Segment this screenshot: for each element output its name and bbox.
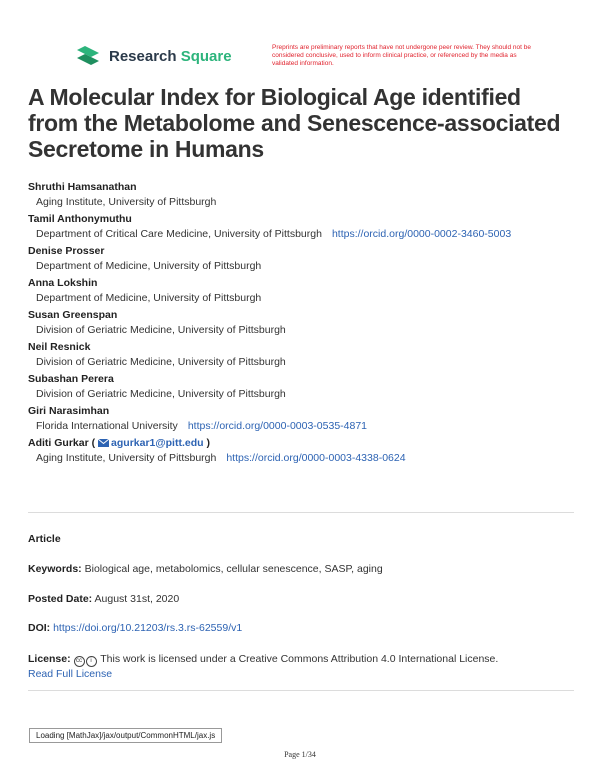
author-affiliation: Florida International University https://orcid.org/0000-0003-0535-4871 [36, 420, 368, 432]
orcid-link[interactable]: https://orcid.org/0000-0003-0535-4871 [187, 420, 368, 432]
author-entry [28, 212, 588, 244]
author-affiliation: Aging Institute, University of Pittsburgh https://orcid.org/0000-0003-4338-0624 [36, 452, 406, 464]
email-link[interactable]: agurkar1@pitt.edu [98, 437, 204, 449]
by-icon: i [86, 656, 97, 667]
divider [28, 512, 574, 513]
author-name: Shruthi Hamsanathan [28, 181, 137, 193]
doi-line: DOI: https://doi.org/10.21203/rs.3.rs-62559/v1 [28, 622, 243, 634]
author-affiliation: Division of Geriatric Medicine, University of Pittsburgh [36, 388, 286, 400]
author-name: Giri Narasimhan [28, 405, 110, 417]
preprint-disclaimer: Preprints are preliminary reports that have not undergone peer review. They should not be considered conclusive, used to inform clinical practice, or referenced by the media as validated information. [272, 44, 531, 67]
orcid-link[interactable]: https://orcid.org/0000-0002-3460-5003 [331, 228, 512, 240]
author-entry [28, 404, 588, 436]
license-line: License: cc i This work is licensed under a Creative Commons Attribution 4.0 International License. Read Full License [28, 653, 499, 680]
author-entry [28, 180, 588, 212]
author-name: Denise Prosser [28, 245, 105, 257]
posted-date-line: Posted Date: August 31st, 2020 [28, 593, 180, 605]
author-affiliation: Department of Medicine, University of Pittsburgh [36, 260, 262, 272]
author-list [28, 180, 588, 468]
author-entry [28, 372, 588, 404]
cc-icon: cc [74, 656, 85, 667]
author-entry [28, 244, 588, 276]
mathjax-status: Loading [MathJax]/jax/output/CommonHTML/jax.js [29, 728, 222, 743]
keywords-line: Keywords: Biological age, metabolomics, cellular senescence, SASP, aging [28, 563, 383, 575]
article-type: Article [28, 533, 61, 545]
logo-text: Research Square [109, 47, 232, 65]
corresponding-author-name: Aditi Gurkar ( agurkar1@pitt.edu ) [28, 437, 210, 449]
author-name: Tamil Anthonymuthu [28, 213, 132, 225]
author-name: Anna Lokshin [28, 277, 98, 289]
research-square-logo[interactable] [75, 44, 232, 68]
page-number: Page 1/34 [284, 750, 316, 759]
author-name: Susan Greenspan [28, 309, 118, 321]
corresponding-author-entry [28, 436, 588, 468]
research-square-logo-icon [75, 44, 101, 68]
author-affiliation: Department of Critical Care Medicine, University of Pittsburgh https://orcid.org/0000-0002-3460-5003 [36, 228, 512, 240]
orcid-link[interactable]: https://orcid.org/0000-0003-4338-0624 [226, 452, 406, 464]
divider [28, 690, 574, 691]
author-affiliation: Division of Geriatric Medicine, University of Pittsburgh [36, 356, 286, 368]
author-name: Neil Resnick [28, 341, 91, 353]
author-entry [28, 340, 588, 372]
paper-title: A Molecular Index for Biological Age identified from the Metabolome and Senescence-associated Secretome in Humans [28, 84, 561, 162]
author-affiliation: Division of Geriatric Medicine, University of Pittsburgh [36, 324, 286, 336]
author-affiliation: Aging Institute, University of Pittsburgh [36, 196, 217, 208]
doi-link[interactable]: https://doi.org/10.21203/rs.3.rs-62559/v1 [53, 622, 243, 634]
envelope-icon [98, 439, 109, 447]
read-full-license-link[interactable]: Read Full License [28, 668, 113, 680]
author-affiliation: Department of Medicine, University of Pittsburgh [36, 292, 262, 304]
author-name: Subashan Perera [28, 373, 114, 385]
author-entry [28, 276, 588, 308]
author-entry [28, 308, 588, 340]
